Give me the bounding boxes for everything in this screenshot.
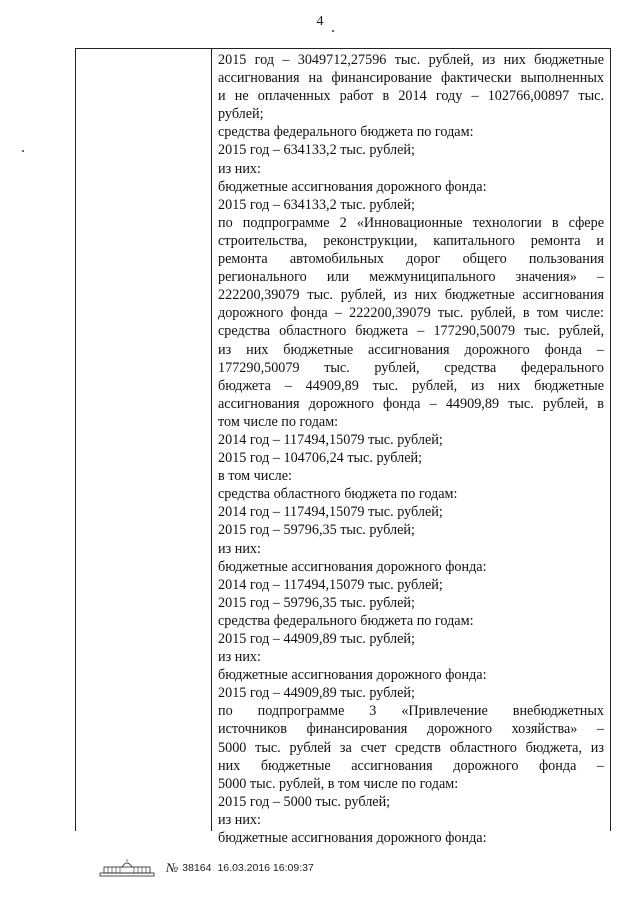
- document-datetime: 16.03.2016 16:09:37: [217, 862, 314, 874]
- text-line: средства областного бюджета по годам:: [218, 486, 458, 503]
- text-line: них бюджетные ассигнования дорожного фонда –: [218, 757, 604, 774]
- text-line: 2015 год – 634133,2 тыс. рублей;: [218, 142, 415, 159]
- text-line: 2015 год – 634133,2 тыс. рублей;: [218, 196, 415, 213]
- text-line: бюджетные ассигнования дорожного фонда:: [218, 558, 487, 575]
- text-line: 2015 год – 59796,35 тыс. рублей;: [218, 522, 415, 539]
- text-line: бюджетные ассигнования дорожного фонда:: [218, 830, 487, 847]
- document-footer: [98, 858, 314, 878]
- number-sign: №: [166, 860, 179, 875]
- text-line: 2014 год – 117494,15079 тыс. рублей;: [218, 576, 443, 593]
- text-line: бюджетные ассигнования дорожного фонда:: [218, 667, 487, 684]
- text-line: 2015 год – 5000 тыс. рублей;: [218, 793, 391, 810]
- text-line: строительства, реконструкции, капитального ремонта и: [218, 232, 604, 249]
- text-line: дорожного фонда – 222200,39079 тыс. рублей, в том числе:: [218, 305, 604, 322]
- scan-dot: [22, 150, 24, 152]
- text-line: бюджета – 44909,89 тыс. рублей, из них бюджетные: [218, 377, 604, 394]
- text-line: средства федерального бюджета по годам:: [218, 612, 474, 629]
- table-frame: [75, 48, 611, 847]
- text-line: ассигнования на финансирование фактически выполненных: [218, 70, 604, 87]
- table-cell-content: [218, 51, 604, 847]
- text-line: из них:: [218, 649, 261, 666]
- document-number: 38164: [182, 862, 212, 874]
- text-line: 5000 тыс. рублей, в том числе по годам:: [218, 775, 459, 792]
- scan-dot: [332, 30, 334, 32]
- text-line: средства федерального бюджета по годам:: [218, 124, 474, 141]
- text-line: том числе по годам:: [218, 413, 339, 430]
- text-line: 177290,50079 тыс. рублей, средства федерального: [218, 359, 604, 376]
- government-building-emblem-icon: [98, 858, 156, 878]
- text-line: из них:: [218, 540, 261, 557]
- text-line: регионального или межмуниципального значения» –: [218, 269, 604, 286]
- text-line: по подпрограмме 2 «Инновационные технологии в сфере: [218, 214, 604, 231]
- text-line: по подпрограмме 3 «Привлечение внебюджетных: [218, 703, 604, 720]
- text-line: 222200,39079 тыс. рублей, из них бюджетные ассигнования: [218, 287, 604, 304]
- text-line: из них:: [218, 160, 261, 177]
- text-line: 2015 год – 104706,24 тыс. рублей;: [218, 450, 423, 467]
- text-line: рублей;: [218, 106, 264, 123]
- page-number: 4: [316, 14, 324, 29]
- text-line: ассигнования дорожного фонда – 44909,89 тыс. рублей, в: [218, 395, 604, 412]
- text-line: 2014 год – 117494,15079 тыс. рублей;: [218, 504, 443, 521]
- text-line: и не оплаченных работ в 2014 году – 102766,00897 тыс.: [218, 88, 604, 105]
- text-line: 2014 год – 117494,15079 тыс. рублей;: [218, 431, 443, 448]
- text-line: средства областного бюджета – 177290,50079 тыс. рублей,: [218, 323, 604, 340]
- text-line: в том числе:: [218, 468, 292, 485]
- text-line: ремонта автомобильных дорог общего пользования: [218, 251, 604, 268]
- text-line: 2015 год – 59796,35 тыс. рублей;: [218, 594, 415, 611]
- text-line: источников финансирования дорожного хозяйства» –: [218, 721, 604, 738]
- text-line: 5000 тыс. рублей за счет средств областного бюджета, из: [218, 739, 604, 756]
- text-line: 2015 год – 44909,89 тыс. рублей;: [218, 631, 415, 647]
- text-line: 2015 год – 44909,89 тыс. рублей;: [218, 685, 415, 702]
- text-line: из них бюджетные ассигнования дорожного фонда –: [218, 341, 604, 358]
- column-divider: [211, 49, 212, 831]
- text-line: из них:: [218, 811, 261, 828]
- text-line: бюджетные ассигнования дорожного фонда:: [218, 178, 487, 195]
- text-line: 2015 год – 3049712,27596 тыс. рублей, из них бюджетные: [218, 52, 604, 68]
